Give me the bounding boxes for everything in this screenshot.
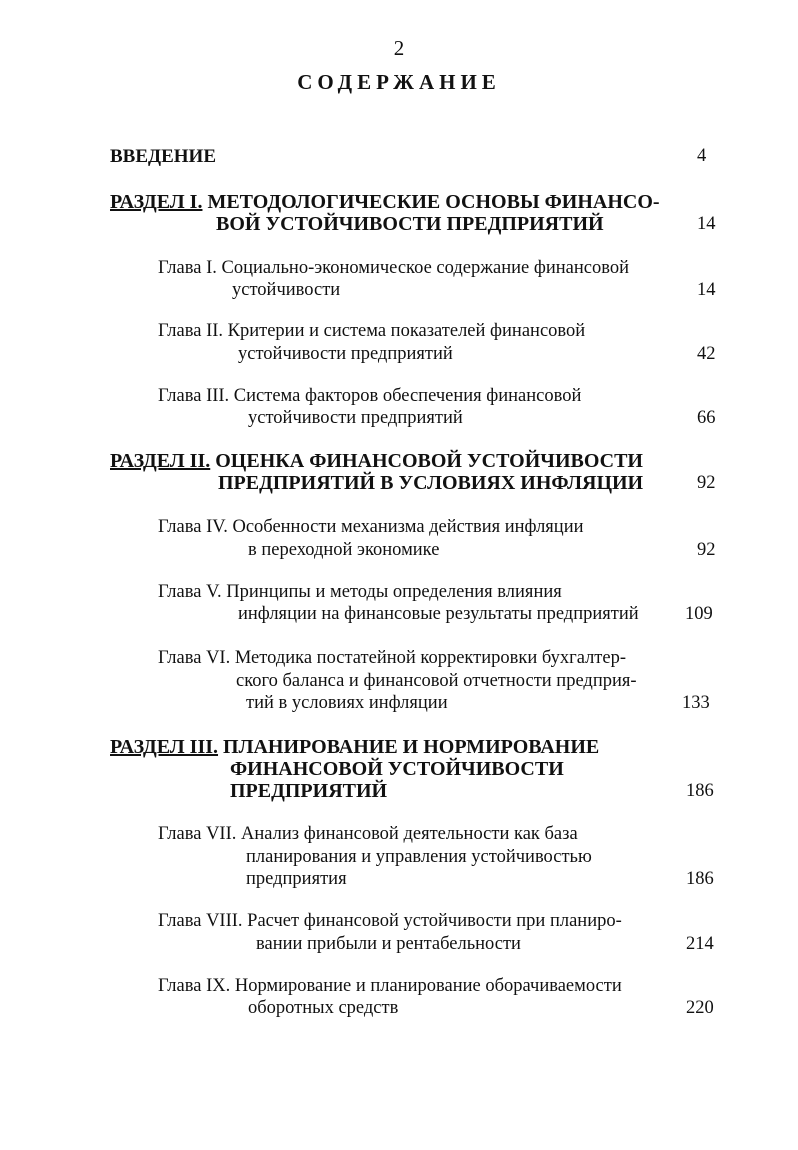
chapter-7-page: 186 [686,869,714,889]
section-3-heading [110,736,599,759]
chapter-6-page: 133 [682,693,710,713]
chapter-3-page: 66 [697,408,716,428]
section-2-title-line2: ПРЕДПРИЯТИЙ В УСЛОВИЯХ ИНФЛЯЦИИ [218,472,644,494]
section-2-title-line1: ОЦЕНКА ФИНАНСОВОЙ УСТОЙЧИВОСТИ [215,450,643,472]
chapter-4-page: 92 [697,540,716,560]
chapter-1-line2: устойчивости [232,280,341,300]
section-2-prefix: РАЗДЕЛ II. [110,450,211,472]
chapter-5-page: 109 [685,604,713,624]
chapter-1-page: 14 [697,280,716,300]
chapter-2-line2: устойчивости предприятий [238,344,453,364]
chapter-6-line3: тий в условиях инфляции [246,693,448,713]
chapter-9-page: 220 [686,998,714,1018]
page-title: СОДЕРЖАНИЕ [297,70,501,94]
chapter-5-line2: инфляции на финансовые результаты предприятий [238,604,639,624]
section-3-title-line2: ФИНАНСОВОЙ УСТОЙЧИВОСТИ [230,758,564,780]
chapter-1-line1: Глава I. Социально-экономическое содержание финансовой [158,258,629,278]
section-2-heading [110,450,643,473]
chapter-4-line1: Глава IV. Особенности механизма действия инфляции [158,517,584,537]
section-1-heading [110,191,660,214]
chapter-3-line1: Глава III. Система факторов обеспечения финансовой [158,386,582,406]
section-1-title-line2: ВОЙ УСТОЙЧИВОСТИ ПРЕДПРИЯТИЙ [216,213,604,235]
chapter-4-line2: в переходной экономике [248,540,440,560]
chapter-7-line1: Глава VII. Анализ финансовой деятельности как база [158,824,578,844]
chapter-6-line2: ского баланса и финансовой отчетности предприя- [236,671,637,691]
toc-page-intro: 4 [697,146,707,166]
section-2-page: 92 [697,473,716,493]
page-number: 2 [393,36,405,60]
section-1-page: 14 [697,214,716,234]
toc-entry-intro: ВВЕДЕНИЕ [110,146,216,167]
chapter-7-line3: предприятия [246,869,347,889]
chapter-6-line1: Глава VI. Методика постатейной корректировки бухгалтер- [158,648,627,668]
section-3-title-line1: ПЛАНИРОВАНИЕ И НОРМИРОВАНИЕ [223,736,600,758]
section-3-title-line3: ПРЕДПРИЯТИЙ [230,780,388,802]
section-3-prefix: РАЗДЕЛ III. [110,736,219,758]
chapter-8-page: 214 [686,934,714,954]
chapter-3-line2: устойчивости предприятий [248,408,463,428]
section-1-title-line1: МЕТОДОЛОГИЧЕСКИЕ ОСНОВЫ ФИНАНСО- [207,191,660,213]
chapter-5-line1: Глава V. Принципы и методы определения влияния [158,582,562,602]
section-1-prefix: РАЗДЕЛ I. [110,191,203,213]
chapter-2-line1: Глава II. Критерии и система показателей финансовой [158,321,586,341]
chapter-8-line2: вании прибыли и рентабельности [256,934,521,954]
chapter-9-line2: оборотных средств [248,998,399,1018]
chapter-2-page: 42 [697,344,716,364]
chapter-8-line1: Глава VIII. Расчет финансовой устойчивости при планиро- [158,911,622,931]
chapter-7-line2: планирования и управления устойчивостью [246,847,592,867]
chapter-9-line1: Глава IX. Нормирование и планирование оборачиваемости [158,976,622,996]
section-3-page: 186 [686,781,714,801]
